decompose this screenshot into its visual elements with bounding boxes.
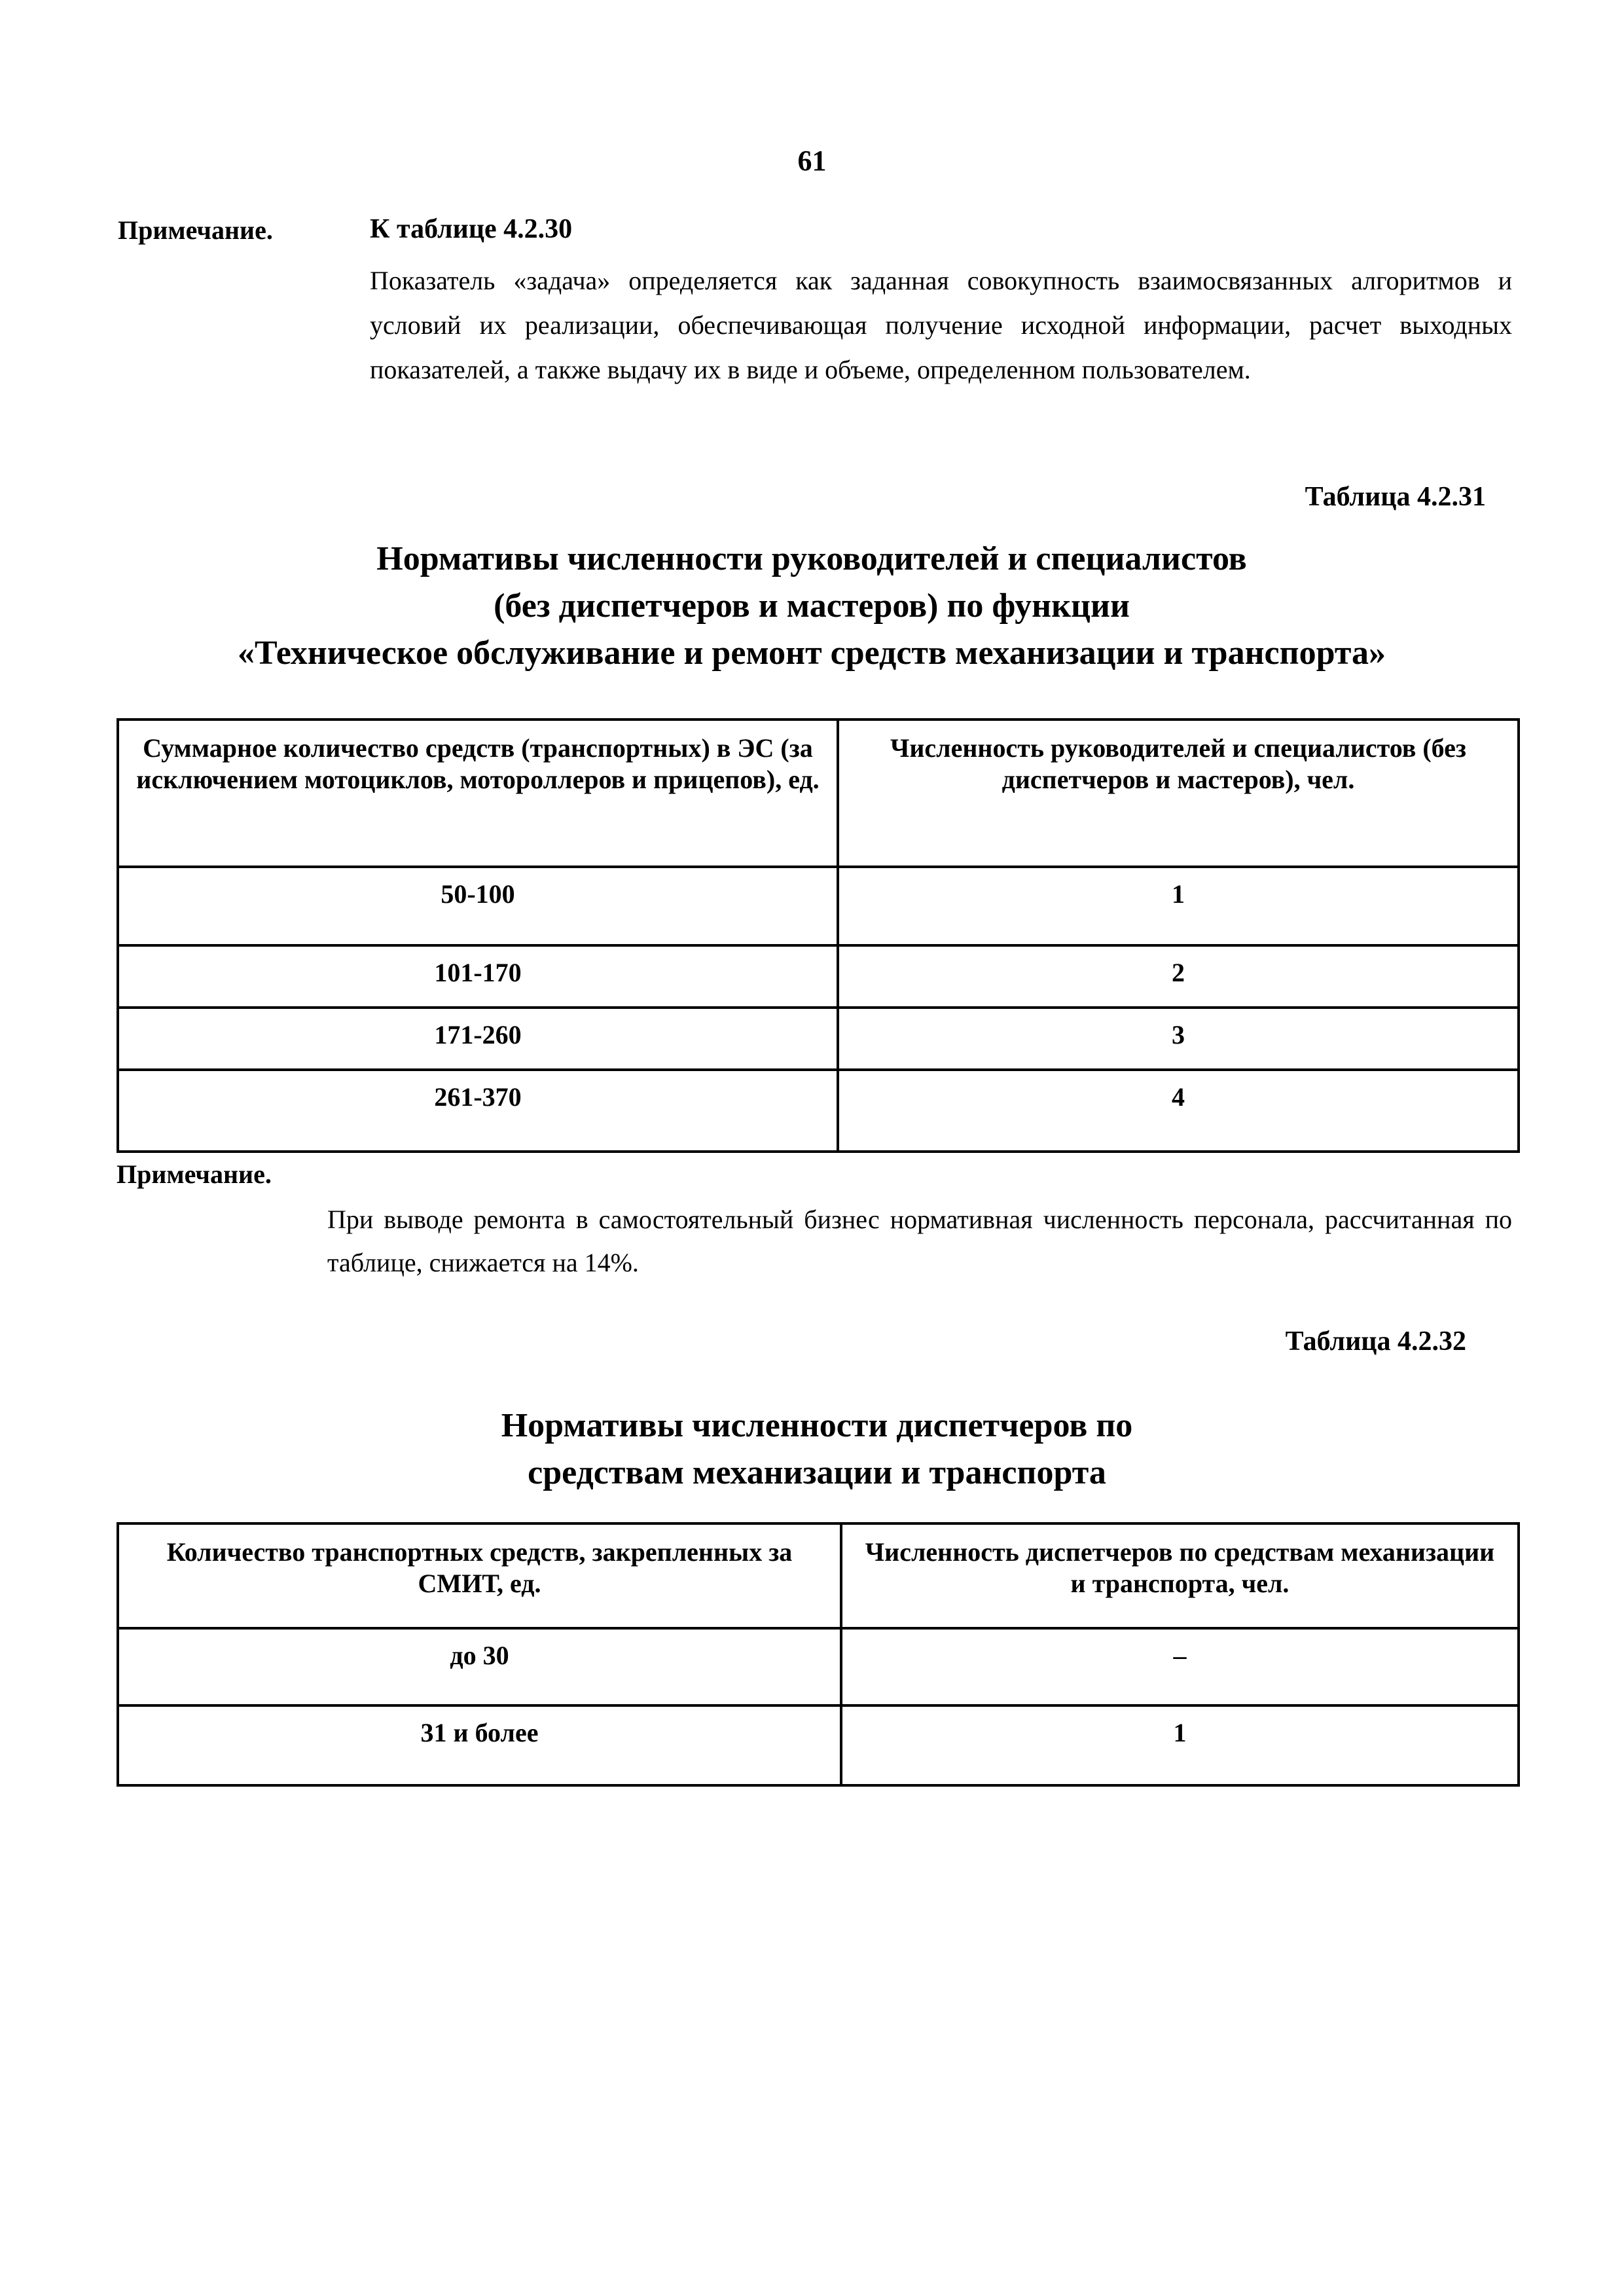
table-cell: до 30 (118, 1628, 841, 1705)
table-row (118, 945, 1519, 1008)
column-header: Численность диспетчеров по средствам механизации и транспорта, чел. (841, 1523, 1519, 1628)
table-title-line: Нормативы численности диспетчеров по (501, 1407, 1133, 1444)
note-title: К таблице 4.2.30 (370, 214, 573, 244)
table-cell: 50-100 (118, 867, 838, 945)
table-row (118, 1628, 1519, 1705)
table-row (118, 1705, 1519, 1785)
table-header-row (118, 1523, 1519, 1628)
column-header: Численность руководителей и специалистов (без диспетчеров и мастеров), чел. (838, 720, 1519, 867)
table-row (118, 867, 1519, 945)
table-cell: 101-170 (118, 945, 838, 1008)
table-label: Таблица 4.2.31 (1305, 482, 1486, 512)
table-cell: 4 (838, 1070, 1519, 1152)
table-title-line: «Техническое обслуживание и ремонт средств механизации и транспорта» (237, 634, 1386, 672)
table-header-row (118, 720, 1519, 867)
column-header: Количество транспортных средств, закрепленных за СМИТ, ед. (118, 1523, 841, 1628)
table-cell: 2 (838, 945, 1519, 1008)
table-cell: 1 (838, 867, 1519, 945)
table-label: Таблица 4.2.32 (1285, 1326, 1466, 1357)
column-header: Суммарное количество средств (транспортных) в ЭС (за исключением мотоциклов, мотороллеров и прицепов), ед. (118, 720, 838, 867)
table-row (118, 1008, 1519, 1070)
note-label: Примечание. (117, 1159, 272, 1189)
table-cell: 3 (838, 1008, 1519, 1070)
table-cell: 31 и более (118, 1705, 841, 1785)
note-label: Примечание. (118, 215, 273, 245)
page-number: 61 (797, 145, 827, 177)
table-row (118, 1070, 1519, 1152)
table-title-line: (без диспетчеров и мастеров) по функции (494, 587, 1130, 625)
table-title-line: средствам механизации и транспорта (528, 1454, 1106, 1491)
table-cell: 1 (841, 1705, 1519, 1785)
table-title (79, 536, 1545, 677)
table-cell: – (841, 1628, 1519, 1705)
staffing-table (117, 718, 1520, 1153)
note-paragraph: Показатель «задача» определяется как заданная совокупность взаимосвязанных алгоритмов и условий их реализации, обеспечивающая получение исходной информации, расчет выходных показателей, а также выдачу их в виде и объеме, определенном пользователем. (370, 266, 1512, 384)
table-cell: 261-370 (118, 1070, 838, 1152)
note-paragraph: При выводе ремонта в самостоятельный бизнес нормативная численность персонала, рассчитанная по таблице, снижается на 14%. (327, 1205, 1512, 1277)
table-title (117, 1402, 1517, 1497)
table-title-line: Нормативы численности руководителей и специалистов (376, 540, 1247, 577)
table-cell: 171-260 (118, 1008, 838, 1070)
dispatchers-table (117, 1522, 1520, 1787)
